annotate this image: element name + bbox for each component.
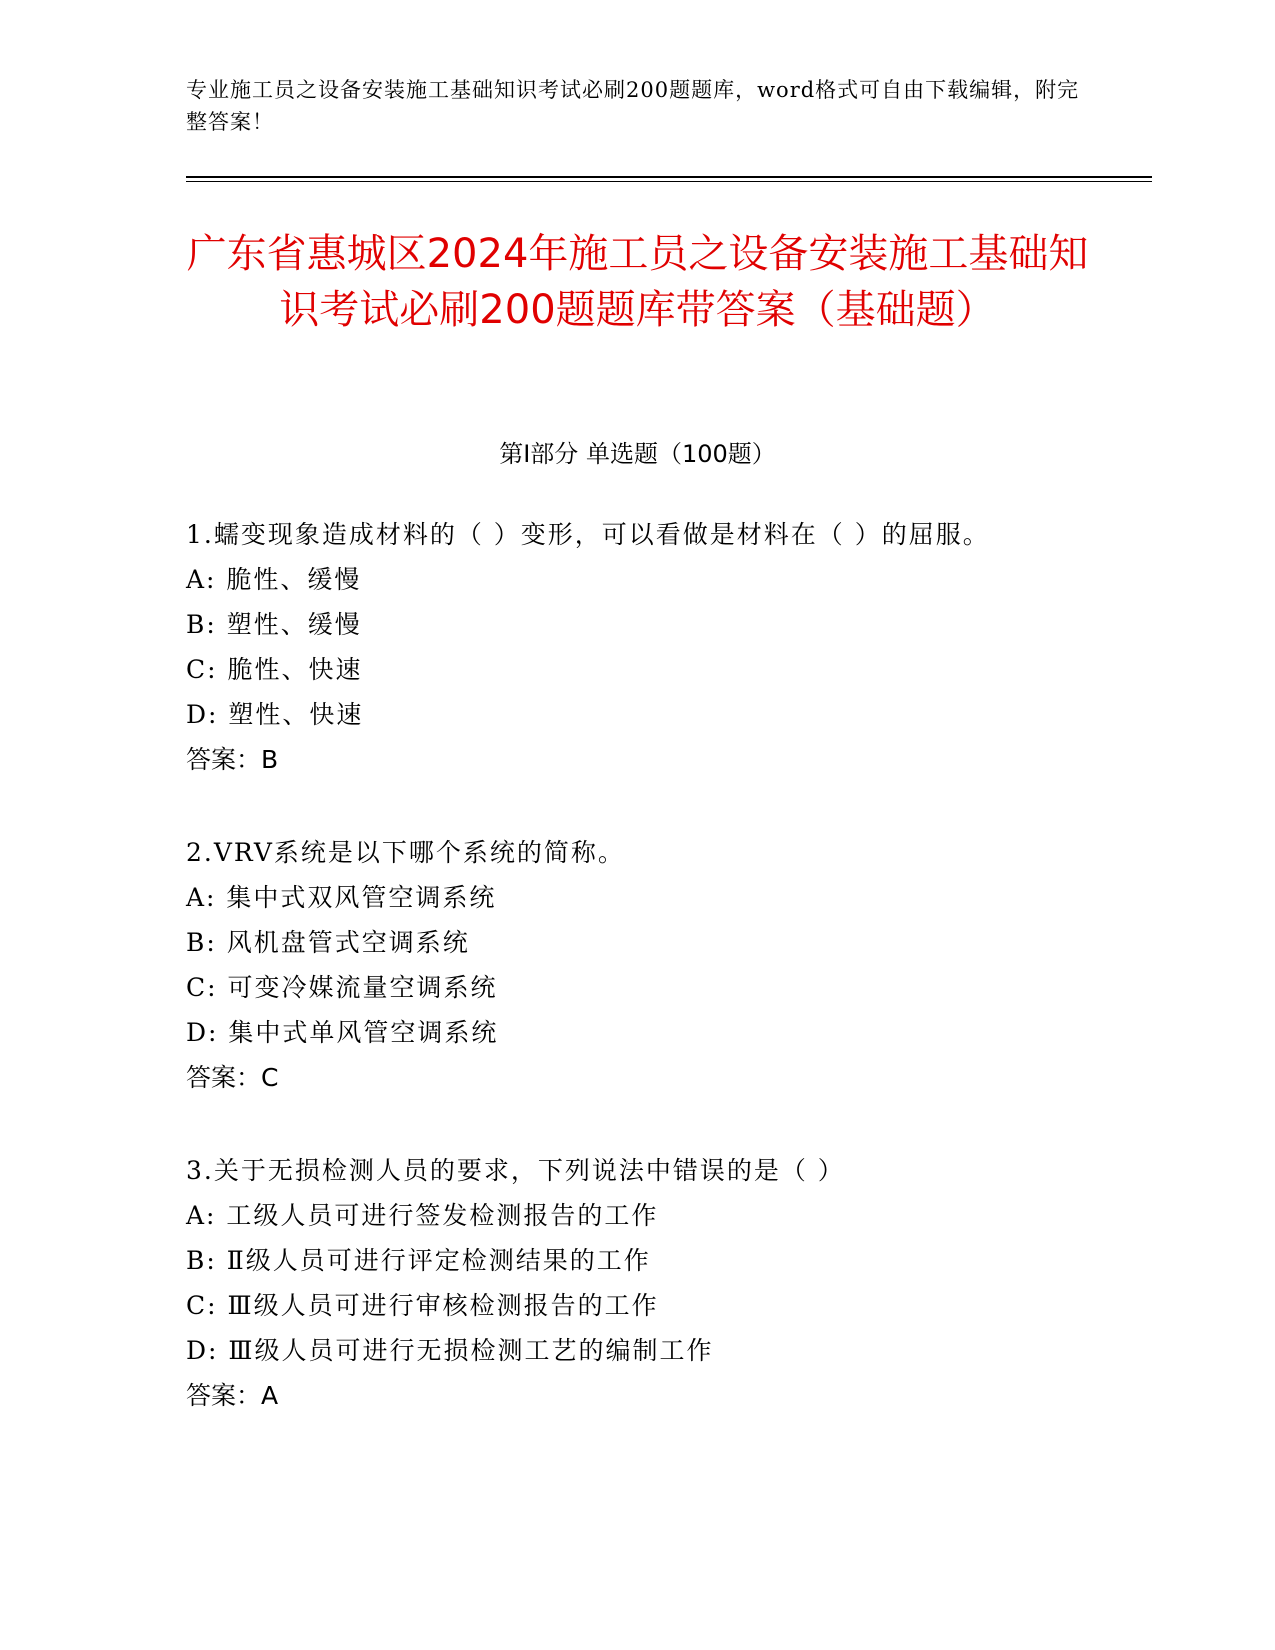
option-a: A: 工级人员可进行签发检测报告的工作 <box>186 1201 659 1230</box>
question-1 <box>186 512 1136 782</box>
document-title: 广东省惠城区2024年施工员之设备安装施工基础知识考试必刷200题题库带答案（基础题） <box>186 231 1089 333</box>
answer: 答案：A <box>186 1381 279 1410</box>
header-divider-thick <box>186 176 1152 178</box>
section-heading: 第I部分 单选题（100题） <box>499 440 776 468</box>
option-d: D: 集中式单风管空调系统 <box>186 1018 499 1047</box>
option-c: C: 脆性、快速 <box>186 655 363 684</box>
option-d: D: Ⅲ级人员可进行无损检测工艺的编制工作 <box>186 1336 714 1365</box>
question-2 <box>186 830 1136 1100</box>
question-stem: 3.关于无损检测人员的要求，下列说法中错误的是（ ） <box>186 1156 845 1185</box>
header-note: 专业施工员之设备安装施工基础知识考试必刷200题题库，word格式可自由下载编辑，附完整答案！ <box>186 78 1080 134</box>
option-c: C: Ⅲ级人员可进行审核检测报告的工作 <box>186 1291 659 1320</box>
option-a: A: 集中式双风管空调系统 <box>186 883 497 912</box>
answer: 答案：B <box>186 745 279 774</box>
option-b: B: Ⅱ级人员可进行评定检测结果的工作 <box>186 1246 651 1275</box>
question-stem: 2.VRV系统是以下哪个系统的简称。 <box>186 838 625 867</box>
option-b: B: 塑性、缓慢 <box>186 610 362 639</box>
question-3 <box>186 1148 1136 1418</box>
option-c: C: 可变冷媒流量空调系统 <box>186 973 498 1002</box>
header-divider-thin <box>186 181 1152 182</box>
option-d: D: 塑性、快速 <box>186 700 364 729</box>
option-b: B: 风机盘管式空调系统 <box>186 928 470 957</box>
option-a: A: 脆性、缓慢 <box>186 565 362 594</box>
answer: 答案：C <box>186 1063 279 1092</box>
question-stem: 1.蠕变现象造成材料的（ ）变形，可以看做是材料在（ ）的屈服。 <box>186 520 990 549</box>
